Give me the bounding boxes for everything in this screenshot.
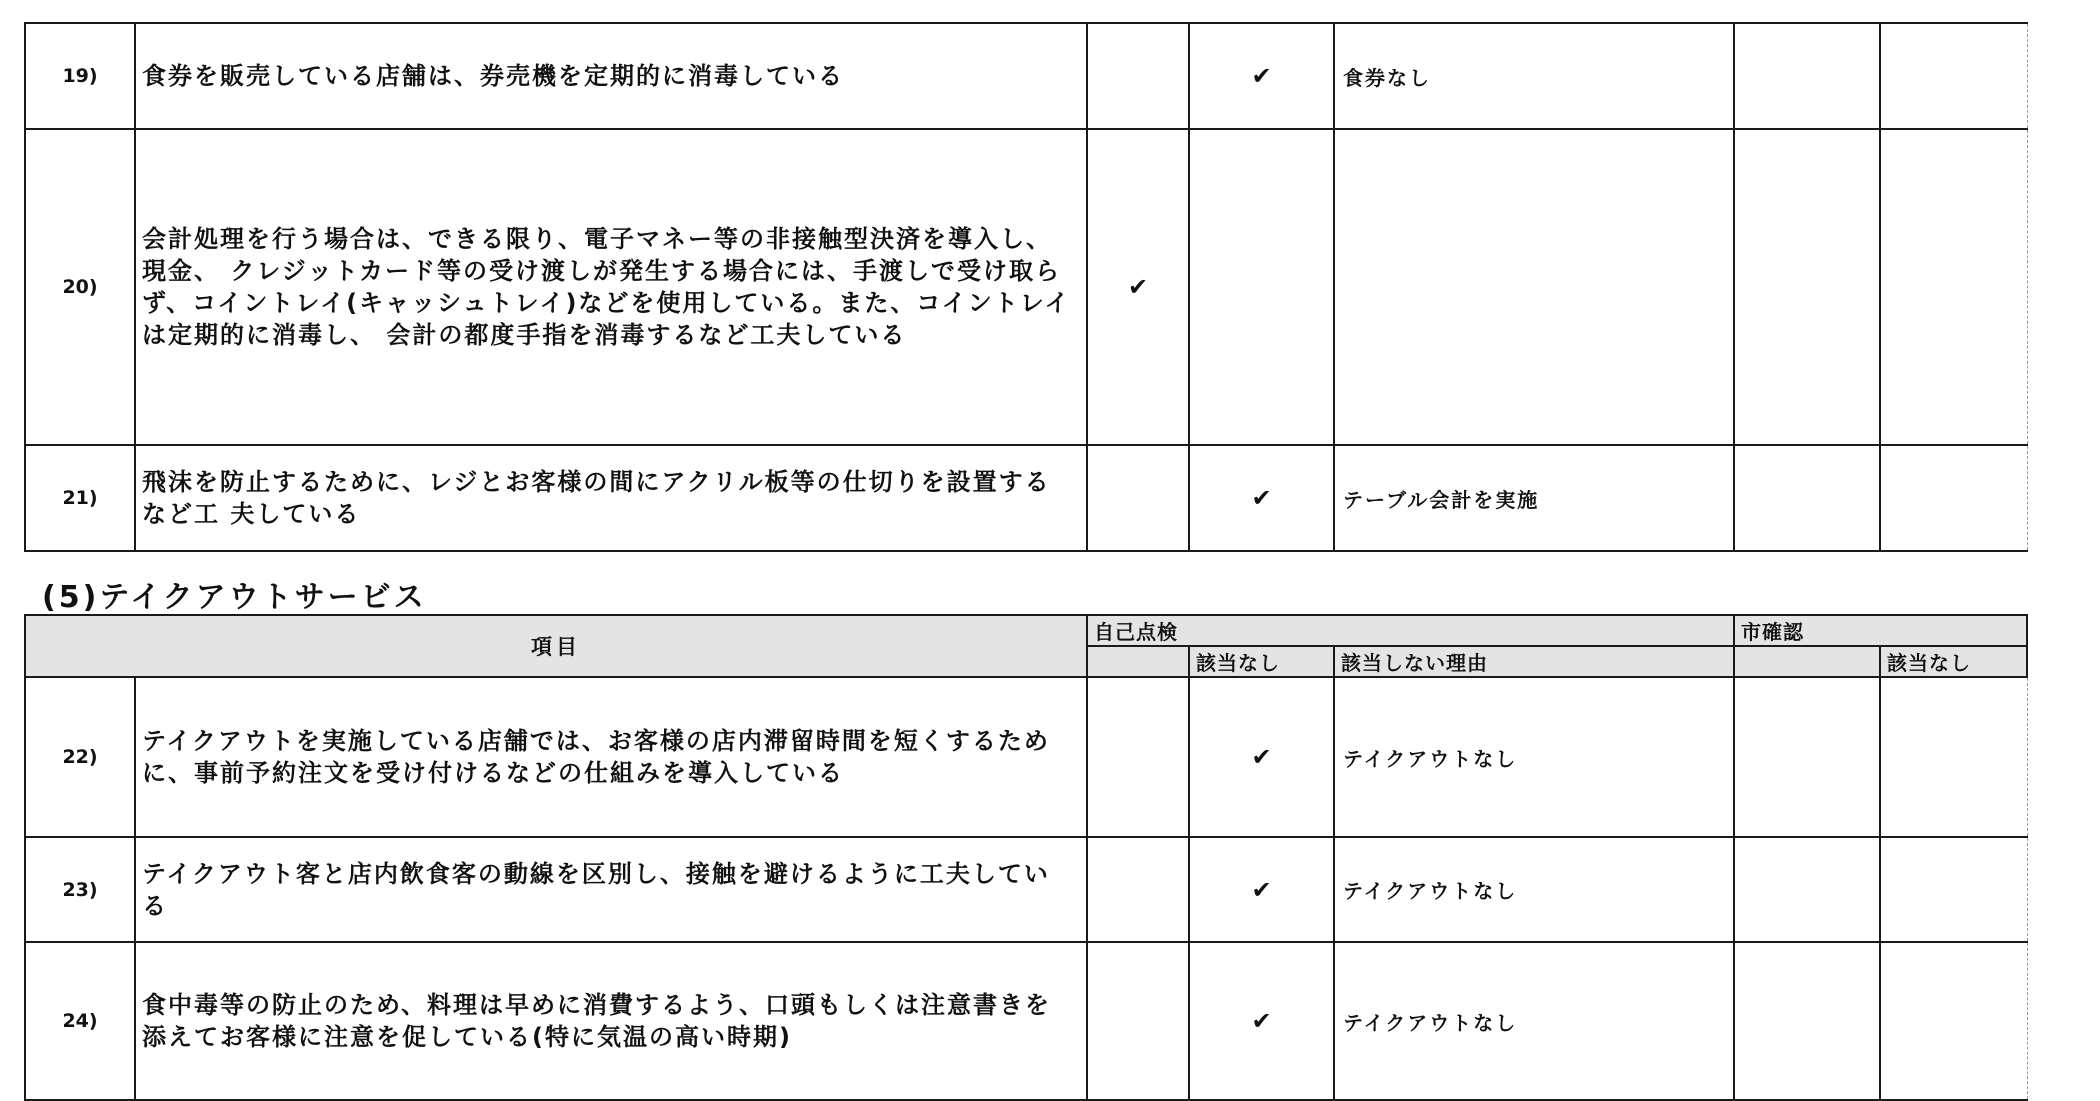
item-text: 会計処理を行う場合は、できる限り、電子マネー等の非接触型決済を導入し、現金、 クレジットカード等の受け渡しが発生する場合には、手渡しで受け取らず、コイントレイ(キャッシュトレイ)などを使用している。また、コイントレイは定期的に消毒し、 会計の都度手指を消毒するなど工夫している [135, 129, 1087, 445]
na-reason-cell[interactable]: テイクアウトなし [1334, 942, 1734, 1100]
city-na-cell[interactable] [1880, 837, 2027, 942]
table-row [25, 23, 2027, 129]
na-reason-cell[interactable] [1334, 129, 1734, 445]
header-self-check: 自己点検 [1087, 615, 1734, 646]
item-text: テイクアウトを実施している店舗では、お客様の店内滞留時間を短くするために、事前予約注文を受け付けるなどの仕組みを導入している [135, 677, 1087, 837]
city-na-cell[interactable] [1880, 445, 2027, 551]
item-number: 21) [25, 445, 135, 551]
city-na-cell[interactable] [1880, 942, 2027, 1100]
item-text: テイクアウト客と店内飲食客の動線を区別し、接触を避けるように工夫している [135, 837, 1087, 942]
table-row [25, 677, 2027, 837]
header-self-check-blank [1087, 646, 1189, 677]
header-city-blank [1734, 646, 1880, 677]
table-row [25, 942, 2027, 1100]
item-number: 20) [25, 129, 135, 445]
na-check-cell[interactable]: ✔ [1189, 445, 1334, 551]
item-number: 22) [25, 677, 135, 837]
city-check-cell[interactable] [1734, 942, 1880, 1100]
na-reason-cell[interactable]: テイクアウトなし [1334, 837, 1734, 942]
table-row [25, 837, 2027, 942]
item-text: 飛沫を防止するために、レジとお客様の間にアクリル板等の仕切りを設置するなど工 夫している [135, 445, 1087, 551]
na-check-cell[interactable] [1189, 129, 1334, 445]
header-item: 項目 [25, 615, 1087, 677]
item-number: 23) [25, 837, 135, 942]
na-reason-cell[interactable]: テイクアウトなし [1334, 677, 1734, 837]
city-check-cell[interactable] [1734, 129, 1880, 445]
item-text: 食中毒等の防止のため、料理は早めに消費するよう、口頭もしくは注意書きを添えてお客様に注意を促している(特に気温の高い時期) [135, 942, 1087, 1100]
item-number: 19) [25, 23, 135, 129]
self-check-cell[interactable]: ✔ [1087, 129, 1189, 445]
na-check-cell[interactable]: ✔ [1189, 942, 1334, 1100]
table-row [25, 129, 2027, 445]
na-check-cell[interactable]: ✔ [1189, 23, 1334, 129]
checklist-table-top [24, 22, 2028, 552]
na-reason-cell[interactable]: 食券なし [1334, 23, 1734, 129]
na-check-cell[interactable]: ✔ [1189, 837, 1334, 942]
na-check-cell[interactable]: ✔ [1189, 677, 1334, 837]
city-na-cell[interactable] [1880, 23, 2027, 129]
self-check-cell[interactable] [1087, 942, 1189, 1100]
section-title: (5)テイクアウトサービス [42, 580, 427, 615]
city-check-cell[interactable] [1734, 837, 1880, 942]
self-check-cell[interactable] [1087, 445, 1189, 551]
self-check-cell[interactable] [1087, 837, 1189, 942]
self-check-cell[interactable] [1087, 23, 1189, 129]
header-city-confirm: 市確認 [1734, 615, 2027, 646]
table-header-row [25, 615, 2027, 646]
item-text: 食券を販売している店舗は、券売機を定期的に消毒している [135, 23, 1087, 129]
item-number: 24) [25, 942, 135, 1100]
header-na: 該当なし [1189, 646, 1334, 677]
city-na-cell[interactable] [1880, 677, 2027, 837]
table-row [25, 445, 2027, 551]
header-na-reason: 該当しない理由 [1334, 646, 1734, 677]
city-check-cell[interactable] [1734, 677, 1880, 837]
checklist-table-bottom [24, 614, 2028, 1101]
city-check-cell[interactable] [1734, 445, 1880, 551]
city-na-cell[interactable] [1880, 129, 2027, 445]
na-reason-cell[interactable]: テーブル会計を実施 [1334, 445, 1734, 551]
header-city-na: 該当なし [1880, 646, 2027, 677]
city-check-cell[interactable] [1734, 23, 1880, 129]
self-check-cell[interactable] [1087, 677, 1189, 837]
